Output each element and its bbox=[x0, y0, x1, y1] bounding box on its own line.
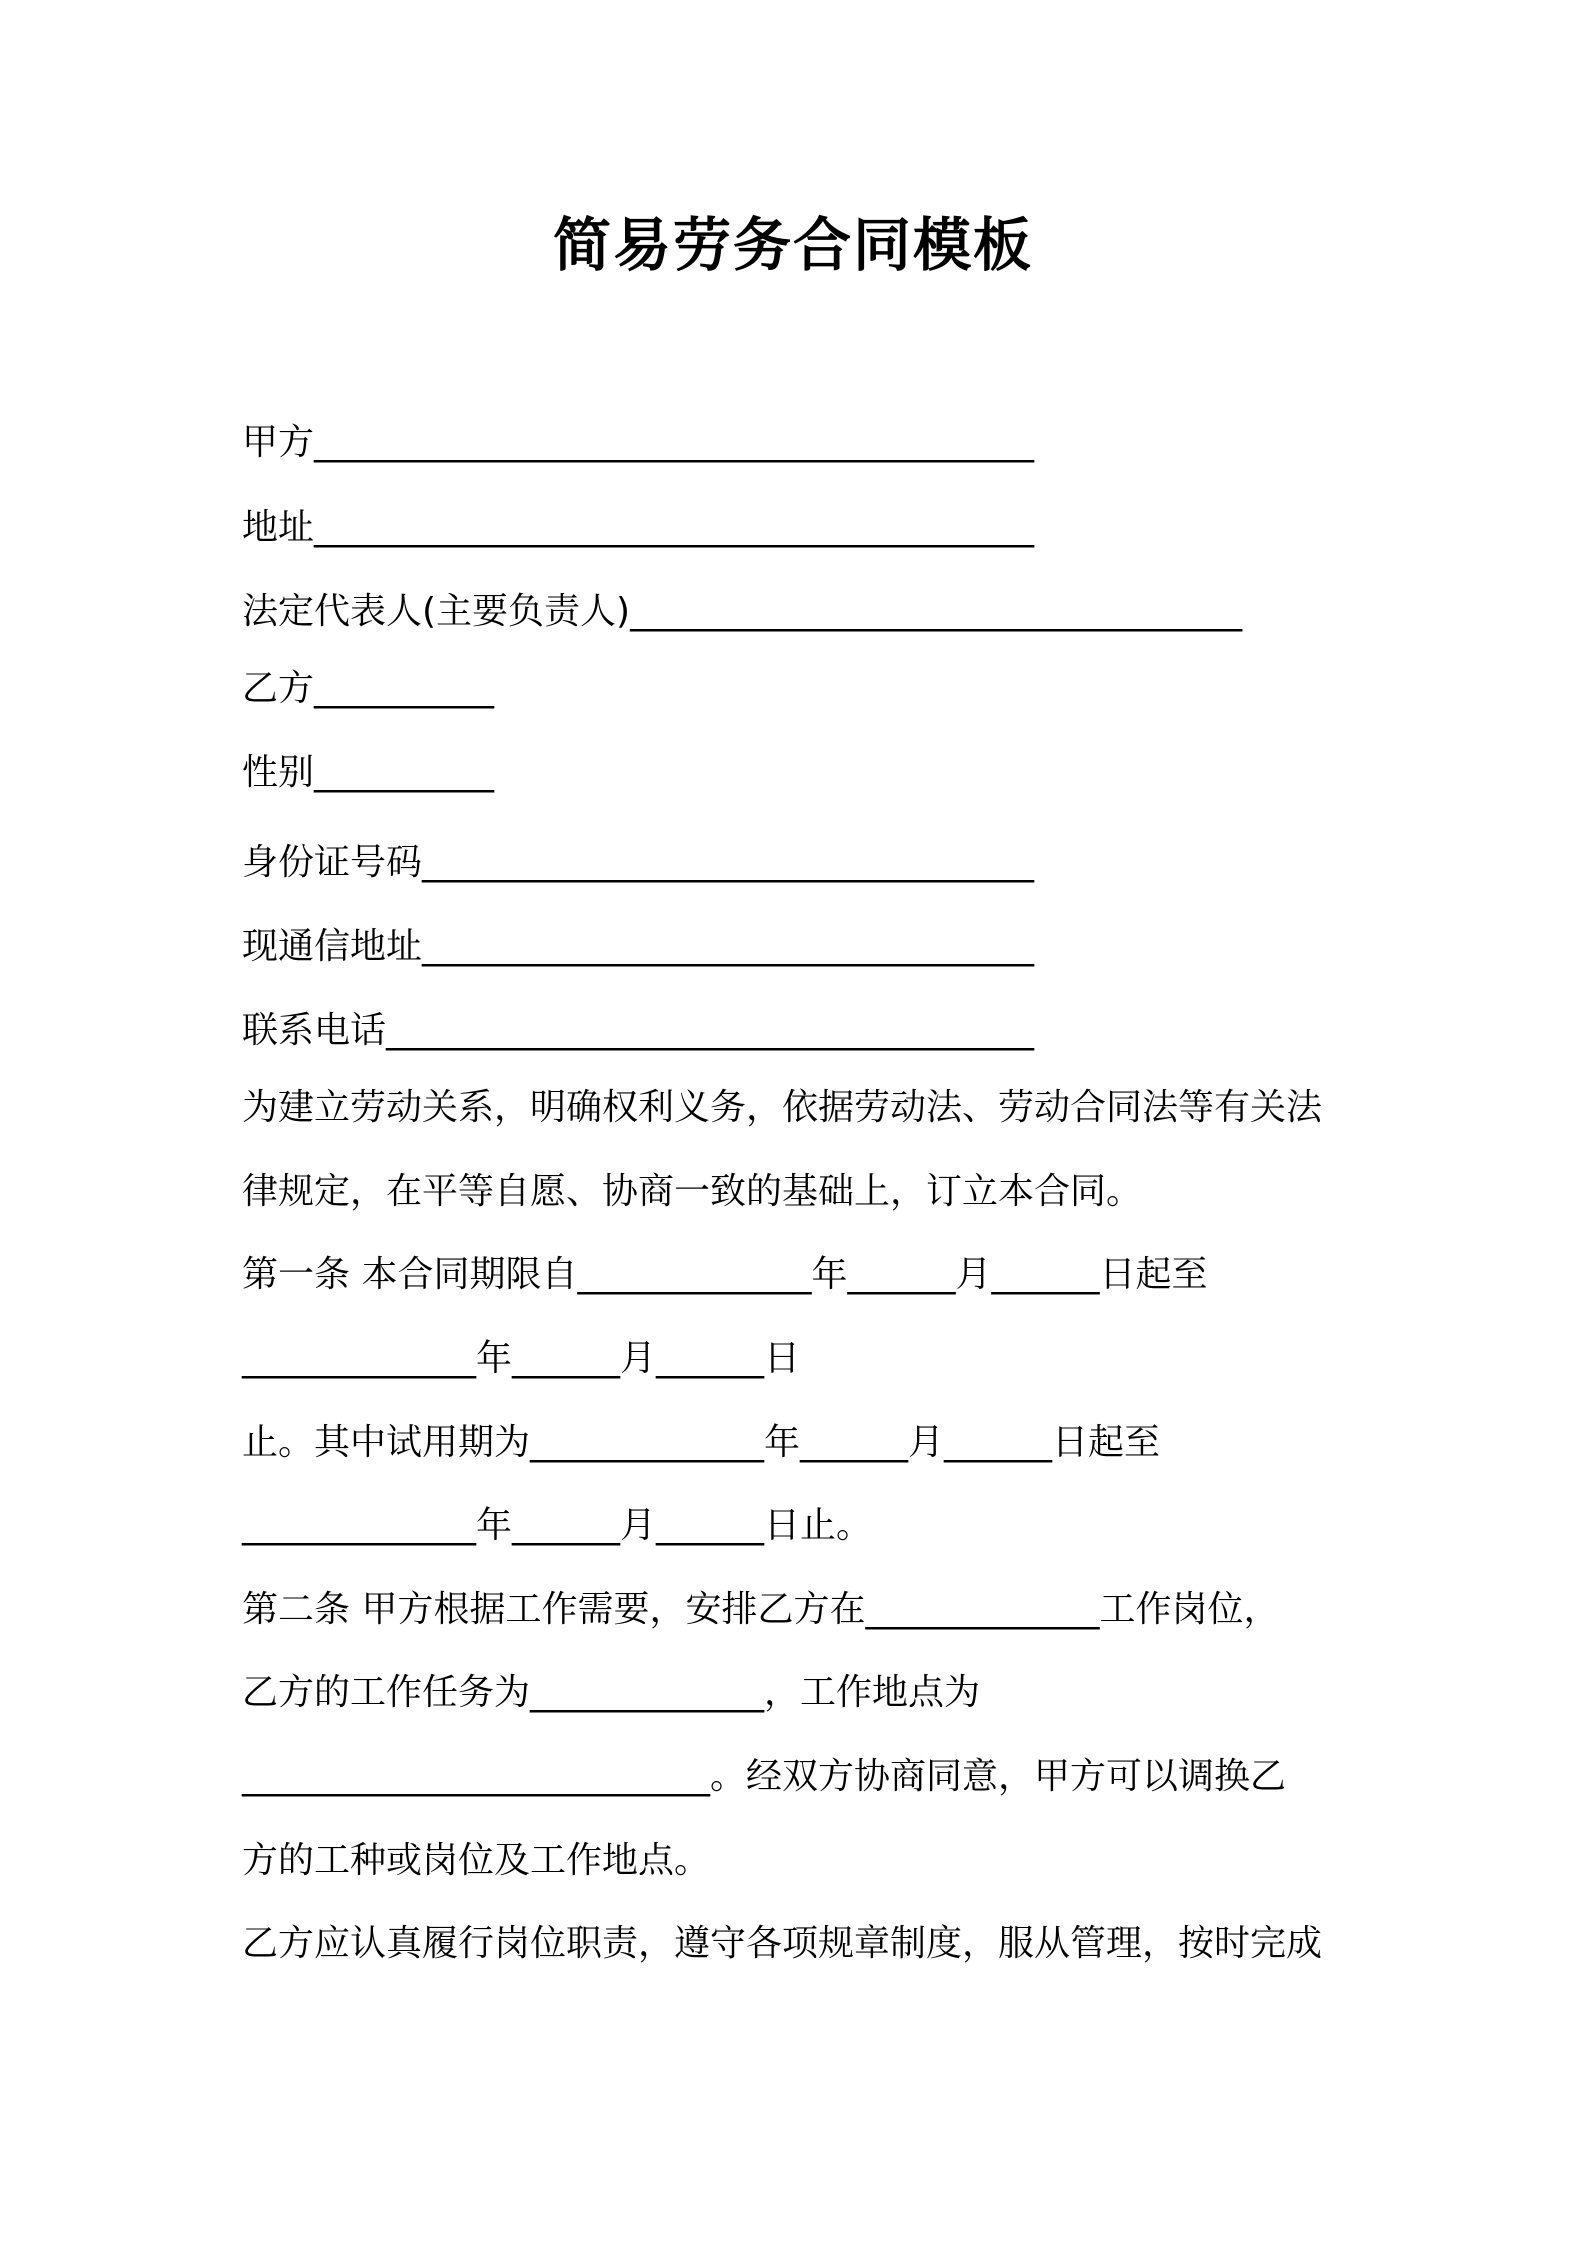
gender-line: 性别__________ bbox=[242, 752, 495, 793]
article-two-line: 方的工种或岗位及工作地点。 bbox=[242, 1840, 711, 1881]
party-b-line: 乙方__________ bbox=[242, 668, 495, 709]
id-number-line: 身份证号码__________________________________ bbox=[242, 842, 1035, 883]
probation-line: _____________年______月______日止。 bbox=[242, 1505, 873, 1546]
article-two-line: 乙方的工作任务为_____________，工作地点为 bbox=[242, 1672, 981, 1713]
paragraph-line: 律规定，在平等自愿、协商一致的基础上，订立本合同。 bbox=[242, 1171, 1143, 1212]
party-a-line: 甲方________________________________________ bbox=[242, 422, 1034, 463]
article-two-line: __________________________。经双方协商同意，甲方可以调换乙 bbox=[242, 1756, 1287, 1797]
phone-line: 联系电话____________________________________ bbox=[242, 1010, 1035, 1051]
paragraph-line: 为建立劳动关系，明确权利义务，依据劳动法、劳动合同法等有关法 bbox=[242, 1087, 1323, 1128]
legal-representative-line: 法定代表人(主要负责人)__________________________________ bbox=[242, 591, 1243, 632]
article-two-line: 第二条 甲方根据工作需要，安排乙方在_____________工作岗位， bbox=[242, 1589, 1280, 1630]
address-line: 地址________________________________________ bbox=[242, 507, 1034, 548]
mailing-address-line: 现通信地址__________________________________ bbox=[242, 926, 1035, 967]
probation-line: 止。其中试用期为_____________年______月______日起至 bbox=[242, 1422, 1161, 1463]
document-title: 简易劳务合同模板 bbox=[552, 211, 1033, 279]
article-one-line: 第一条 本合同期限自_____________年______月______日起至 bbox=[242, 1254, 1208, 1295]
duty-line: 乙方应认真履行岗位职责，遵守各项规章制度，服从管理，按时完成 bbox=[242, 1923, 1323, 1964]
article-one-line: _____________年______月______日 bbox=[242, 1338, 800, 1379]
